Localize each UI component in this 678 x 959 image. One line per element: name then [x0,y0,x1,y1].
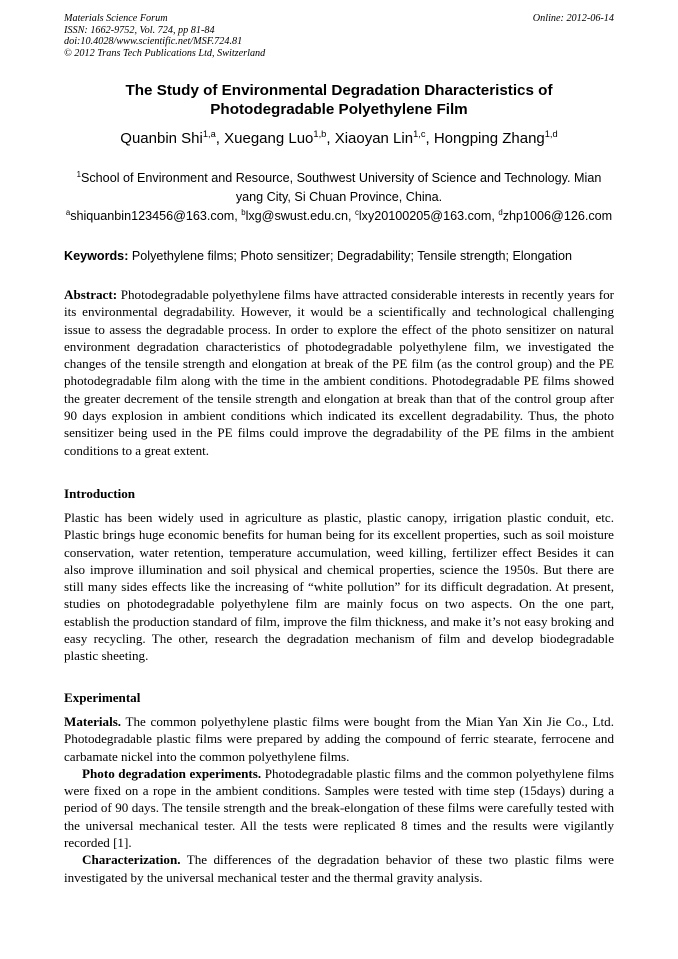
author: Hongping Zhang$^{1,d}$ [433,129,558,147]
email: $^c$lxy20100205@163.com [354,208,492,224]
introduction-paragraph: Plastic has been widely used in agriculture as plastic, plastic canopy, irrigation plastic conduit, etc. Plastic brings huge economic benefits for human being for its excellent properties, such as soil moisture conservation, water retention, temperature accumulation, weed killing, fertilizer effect Besides it can also improve illumination and soil physical and chemical properties, science the 1950s. But there are still many sides effects like the increasing of “white pollution” for its difficult degradation. At present, studies on photodegradable polyethylene film are mainly focus on two aspects. On the one part, establish the production standard of film, improve the film thickness, and make it’s not easy broking and easy recycling. The other, research the degradation mechanism of film and develop biodegradable plastic sheeting. [64,510,614,664]
online-date: Online: 2012-06-14 [532,13,614,24]
experimental-body [64,713,614,886]
affiliation: $^1$School of Environment and Resource, Southwest University of Science and Technology. Mian yang City, Si Chuan Province, China. [76,170,602,205]
title-line: The Study of Environmental Degradation Dharacteristics of [125,82,553,99]
section-heading-introduction: Introduction [64,486,136,501]
author-list: Quanbin Shi$^{1,a}$, Xuegang Luo$^{1,b}$, Xiaoyan Lin$^{1,c}$, Hongping Zhang$^{1,d}$ [120,129,558,147]
paragraph-photo-degradation: Photo degradation experiments. Photodegradable plastic films and the common polyethylene films were fixed on a rope in the ambient conditions. Samples were tested with time step (15days) during a period of 90 days. The tensile strength and the break-elongation of these films were carefully tested with the universal mechanical tester. All the tests were replicated 8 times and the results were vigilantly recorded [1]. [64,765,615,851]
paragraph-characterization: Characterization. The differences of the degradation behavior of these two plastic films were investigated by the universal mechanical tester and the thermal gravity analysis. [64,852,614,885]
copyright: © 2012 Trans Tech Publications Ltd, Switzerland [64,47,266,59]
email: $^b$lxg@swust.edu.cn [241,208,348,224]
email: $^d$zhp1006@126.com [498,208,613,224]
keywords: Keywords: Polyethylene films; Photo sensitizer; Degradability; Tensile strength; Elongation [64,249,572,263]
abstract: Abstract: Photodegradable polyethylene films have attracted considerable interests in recently years for its environmental degradability. However, it would be a scientifically and technological challenging issue to assess the degradable process. In order to explore the effect of the photo sensitizer on natural environment degradation characteristics of photodegradable polyethylene film, we investigated the changes of the tensile strength and elongation at break of the PE film (as the control group) and the PE photodegradable film along with the time in the ambient conditions. Photodegradable PE films showed the greater decrement of the tensile strength and elongation at break than that of the control group after 90 days explosion in ambient conditions which indicated its excellent degradability. Thus, the photo sensitizer being used in the PE films could improve the degradability of the PE films in the ambient conditions to a great extent. [64,287,614,458]
paper-title [64,81,614,119]
author: Quanbin Shi$^{1,a}$ [120,129,216,147]
running-header [64,13,614,59]
author: Xuegang Luo$^{1,b}$ [224,129,327,147]
doi: doi:10.4028/www.scientific.net/MSF.724.81 [64,36,243,48]
paragraph-materials: Materials. The common polyethylene plastic films were bought from the Mian Yan Xin Jie Co., Ltd. Photodegradable plastic films were prepared by adding the compound of ferric stearate, ferrocene and carbamate nickel into the common polyethylene films. [64,714,614,764]
email-list: $^a$shiquanbin123456@163.com, $^b$lxg@swust.edu.cn, $^c$lxy20100205@163.com, $^d$zhp1006@126.com [65,208,613,224]
journal-name: Materials Science Forum [64,13,168,24]
issn: ISSN: 1662-9752, Vol. 724, pp 81-84 [64,24,215,36]
section-heading-experimental: Experimental [64,690,141,705]
author: Xiaoyan Lin$^{1,c}$ [334,129,426,147]
title-line: Photodegradable Polyethylene Film [210,101,468,118]
email: $^a$shiquanbin123456@163.com [65,208,235,224]
